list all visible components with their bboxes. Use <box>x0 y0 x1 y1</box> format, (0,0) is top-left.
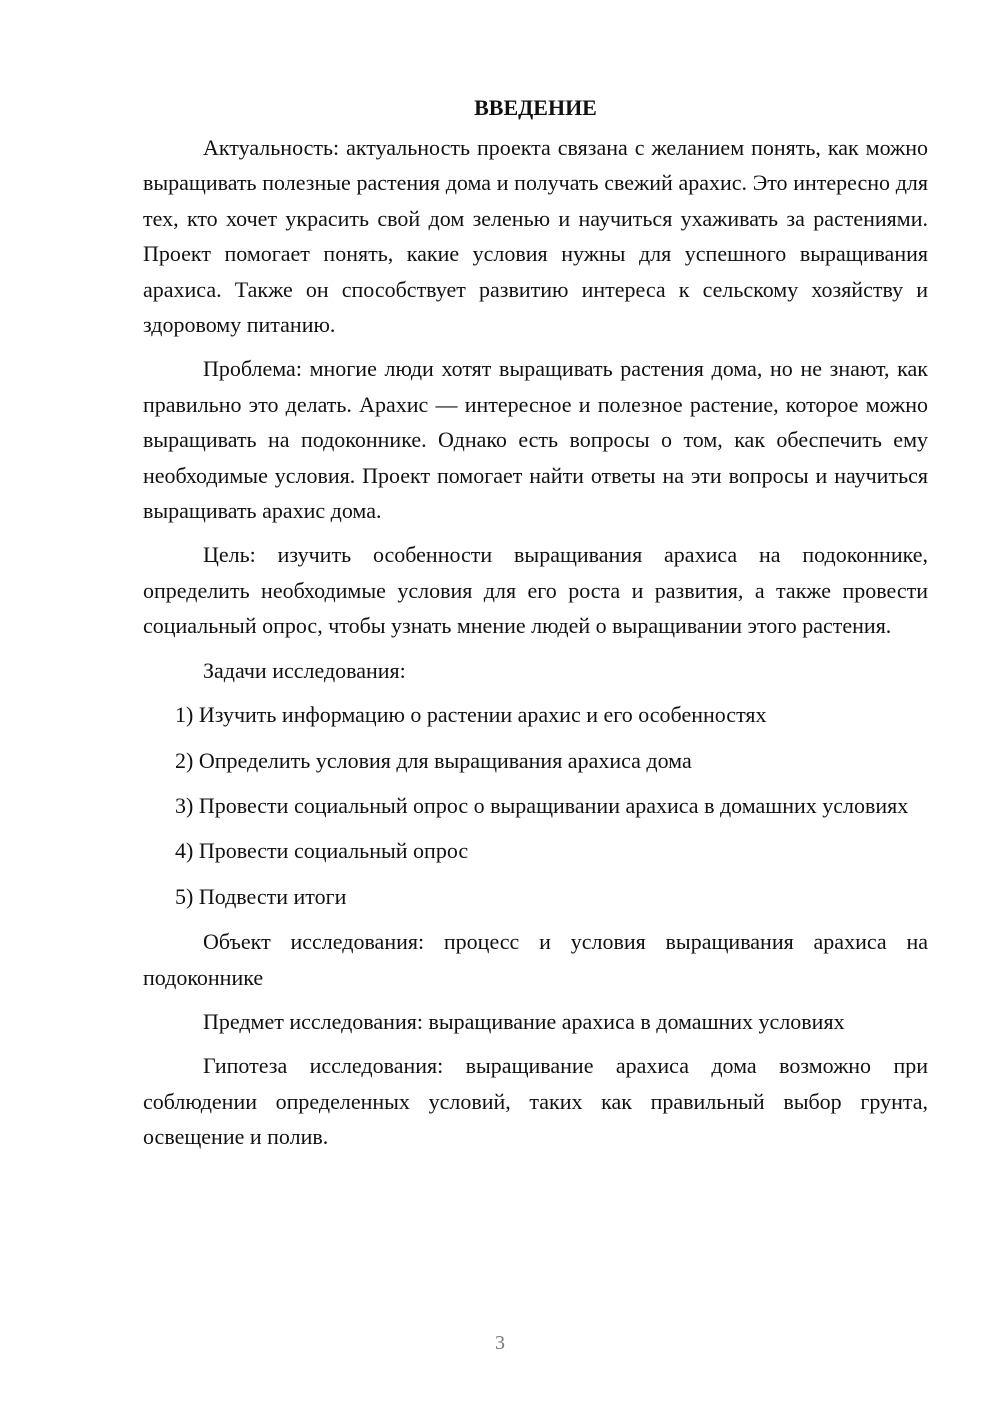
paragraph-relevance: Актуальность: актуальность проекта связана с желанием понять, как можно выращивать полезные растения дома и получать свежий арахис. Это интересно для тех, кто хочет украсить свой дом зеленью и научиться ухаживать за растениями. Проект помогает понять, какие условия нужны для успешного выращивания арахиса. Также он способствует развитию интереса к сельскому хозяйству и здоровому питанию. <box>143 135 928 338</box>
document-page <box>143 92 928 1164</box>
paragraph-problem: Проблема: многие люди хотят выращивать растения дома, но не знают, как правильно это делать. Арахис — интересное и полезное растение, которое можно выращивать на подоконнике. Однако есть вопросы о том, как обеспечить ему необходимые условия. Проект помогает найти ответы на эти вопросы и научиться выращивать арахис дома. <box>143 356 928 524</box>
page-title: ВВЕДЕНИЕ <box>474 95 597 120</box>
tasks-heading: Задачи исследования: <box>203 657 406 683</box>
task-item-3: 3) Провести социальный опрос о выращивании арахиса в домашних условиях <box>175 792 909 818</box>
task-item-5: 5) Подвести итоги <box>175 883 347 909</box>
page-number: 3 <box>495 1332 505 1354</box>
paragraph-hypothesis: Гипотеза исследования: выращивание арахиса дома возможно при соблюдении определенных условий, таких как правильный выбор грунта, освещение и полив. <box>143 1053 928 1150</box>
task-item-1: 1) Изучить информацию о растении арахис и его особенностях <box>175 702 767 728</box>
paragraph-goal: Цель: изучить особенности выращивания арахиса на подоконнике, определить необходимые условия для его роста и развития, а также провести социальный опрос, чтобы узнать мнение людей о выращивании этого растения. <box>143 542 928 639</box>
task-item-4: 4) Провести социальный опрос <box>175 838 469 864</box>
paragraph-object: Объект исследования: процесс и условия выращивания арахиса на подоконнике <box>143 929 928 990</box>
paragraph-subject: Предмет исследования: выращивание арахиса в домашних условиях <box>203 1008 845 1034</box>
task-item-2: 2) Определить условия для выращивания арахиса дома <box>175 747 692 773</box>
